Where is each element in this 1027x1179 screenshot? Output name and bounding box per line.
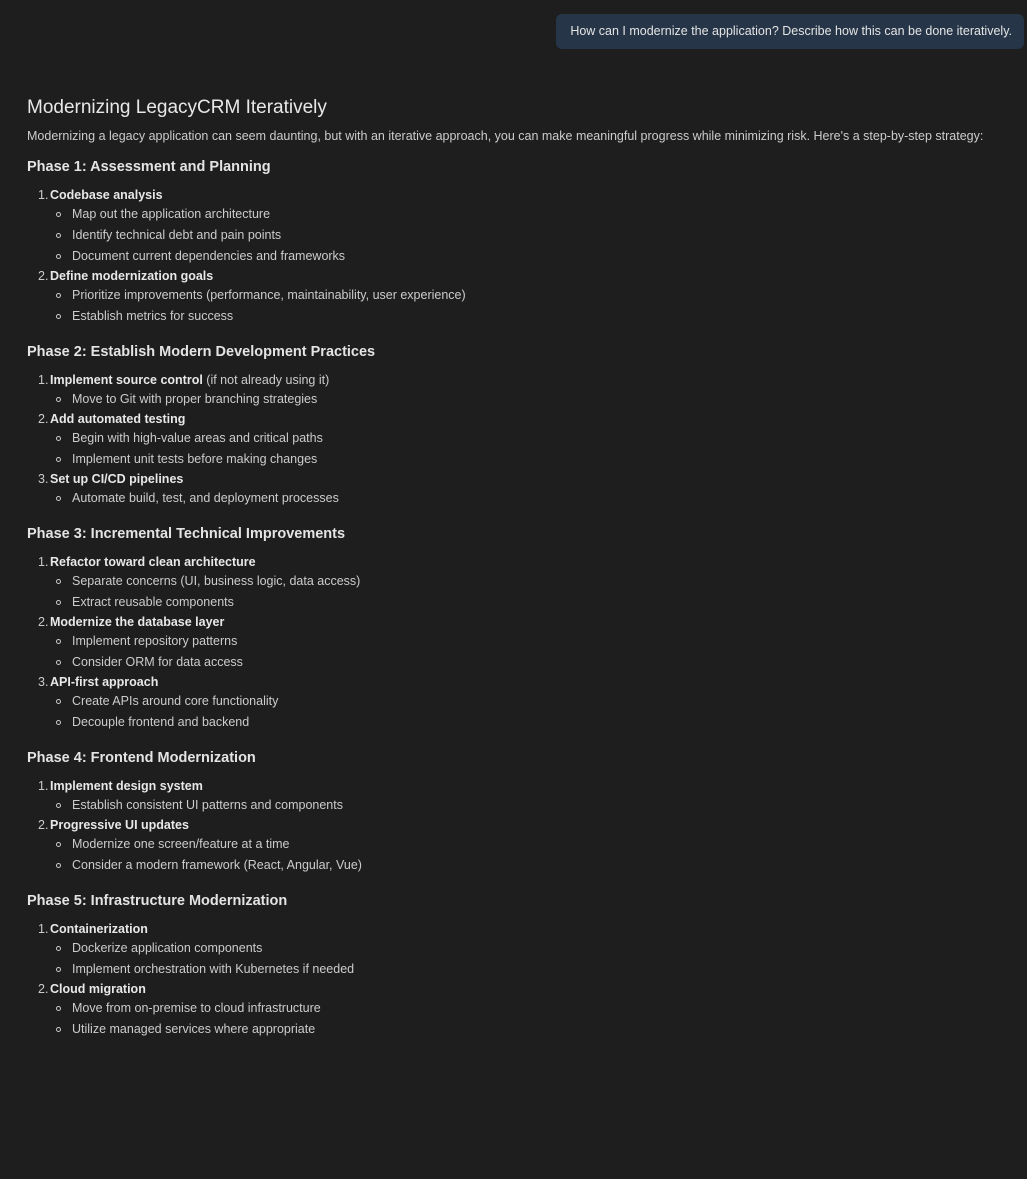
bullet-item: Consider ORM for data access [38, 652, 1025, 673]
bullet-list [38, 389, 1025, 410]
step-item [27, 186, 1025, 267]
step-item [27, 673, 1025, 733]
bullet-item: Decouple frontend and backend [38, 712, 1025, 733]
bullet-item: Identify technical debt and pain points [38, 225, 1025, 246]
bullet-item: Move from on-premise to cloud infrastructure [38, 998, 1025, 1019]
bullet-item: Extract reusable components [38, 592, 1025, 613]
step-list [27, 920, 1025, 1040]
bullet-list [38, 204, 1025, 267]
step-number: 2. [38, 269, 49, 283]
step-title: Refactor toward clean architecture [50, 555, 256, 569]
bullet-item: Begin with high-value areas and critical paths [38, 428, 1025, 449]
bullet-list [38, 998, 1025, 1040]
bullet-list [38, 488, 1025, 509]
bullet-item: Implement repository patterns [38, 631, 1025, 652]
phase-heading: Phase 2: Establish Modern Development Practices [27, 344, 376, 360]
bullet-list [38, 285, 1025, 327]
step-number: 3. [38, 675, 49, 689]
step-heading [38, 410, 1025, 428]
bullet-item: Utilize managed services where appropriate [38, 1019, 1025, 1040]
step-heading [38, 920, 1025, 938]
step-title: Implement design system [50, 779, 203, 793]
step-item [27, 410, 1025, 470]
bullet-item: Modernize one screen/feature at a time [38, 834, 1025, 855]
bullet-list [38, 795, 1025, 816]
bullet-item: Move to Git with proper branching strategies [38, 389, 1025, 410]
bullet-item: Map out the application architecture [38, 204, 1025, 225]
response-title: Modernizing LegacyCRM Iteratively [27, 97, 327, 118]
step-list [27, 777, 1025, 876]
phase-section [27, 749, 1025, 876]
bullet-item: Dockerize application components [38, 938, 1025, 959]
step-number: 1. [38, 373, 49, 387]
step-heading [38, 371, 1025, 389]
step-list [27, 186, 1025, 327]
bullet-list [38, 834, 1025, 876]
phase-list [27, 158, 1025, 1040]
phase-heading: Phase 3: Incremental Technical Improvements [27, 526, 346, 542]
step-item [27, 470, 1025, 509]
step-title: Modernize the database layer [50, 615, 225, 629]
step-number: 2. [38, 615, 49, 629]
step-heading [38, 553, 1025, 571]
user-message-text: How can I modernize the application? Describe how this can be done iteratively. [570, 24, 1012, 38]
step-item [27, 371, 1025, 410]
step-heading [38, 267, 1025, 285]
step-title: Define modernization goals [50, 269, 214, 283]
step-item [27, 553, 1025, 613]
step-number: 2. [38, 412, 49, 426]
bullet-list [38, 428, 1025, 470]
bullet-item: Prioritize improvements (performance, maintainability, user experience) [38, 285, 1025, 306]
bullet-item: Separate concerns (UI, business logic, data access) [38, 571, 1025, 592]
step-title: Set up CI/CD pipelines [50, 472, 184, 486]
bullet-item: Create APIs around core functionality [38, 691, 1025, 712]
bullet-item: Establish consistent UI patterns and components [38, 795, 1025, 816]
step-item [27, 980, 1025, 1040]
step-number: 1. [38, 922, 49, 936]
step-number: 3. [38, 472, 49, 486]
bullet-item: Implement unit tests before making changes [38, 449, 1025, 470]
step-heading [38, 613, 1025, 631]
bullet-item: Consider a modern framework (React, Angular, Vue) [38, 855, 1025, 876]
step-note: (if not already using it) [202, 373, 330, 387]
phase-heading: Phase 4: Frontend Modernization [27, 750, 256, 766]
step-number: 1. [38, 555, 49, 569]
phase-section [27, 892, 1025, 1040]
step-title: Cloud migration [50, 982, 146, 996]
step-list [27, 371, 1025, 509]
step-title: API-first approach [50, 675, 159, 689]
user-message-bubble [556, 14, 1024, 49]
bullet-list [38, 631, 1025, 673]
step-title: Add automated testing [50, 412, 186, 426]
step-list [27, 553, 1025, 733]
step-number: 1. [38, 188, 49, 202]
phase-heading: Phase 5: Infrastructure Modernization [27, 893, 288, 909]
step-number: 2. [38, 818, 49, 832]
step-number: 1. [38, 779, 49, 793]
assistant-response [27, 96, 1025, 1056]
phase-heading: Phase 1: Assessment and Planning [27, 159, 271, 175]
bullet-item: Automate build, test, and deployment processes [38, 488, 1025, 509]
step-item [27, 777, 1025, 816]
step-item [27, 920, 1025, 980]
bullet-list [38, 571, 1025, 613]
response-intro: Modernizing a legacy application can seem daunting, but with an iterative approach, you can make meaningful progress while minimizing risk. Here's a step-by-step strategy: [27, 129, 984, 143]
phase-section [27, 343, 1025, 509]
bullet-list [38, 938, 1025, 980]
phase-section [27, 525, 1025, 733]
bullet-item: Implement orchestration with Kubernetes if needed [38, 959, 1025, 980]
step-title: Implement source control [50, 373, 203, 387]
bullet-item: Establish metrics for success [38, 306, 1025, 327]
step-heading [38, 673, 1025, 691]
step-heading [38, 816, 1025, 834]
step-title: Containerization [50, 922, 148, 936]
step-item [27, 613, 1025, 673]
phase-section [27, 158, 1025, 327]
step-heading [38, 470, 1025, 488]
step-item [27, 267, 1025, 327]
bullet-list [38, 691, 1025, 733]
step-number: 2. [38, 982, 49, 996]
step-title: Progressive UI updates [50, 818, 189, 832]
step-heading [38, 777, 1025, 795]
bullet-item: Document current dependencies and frameworks [38, 246, 1025, 267]
step-title: Codebase analysis [50, 188, 163, 202]
step-heading [38, 980, 1025, 998]
step-heading [38, 186, 1025, 204]
step-item [27, 816, 1025, 876]
